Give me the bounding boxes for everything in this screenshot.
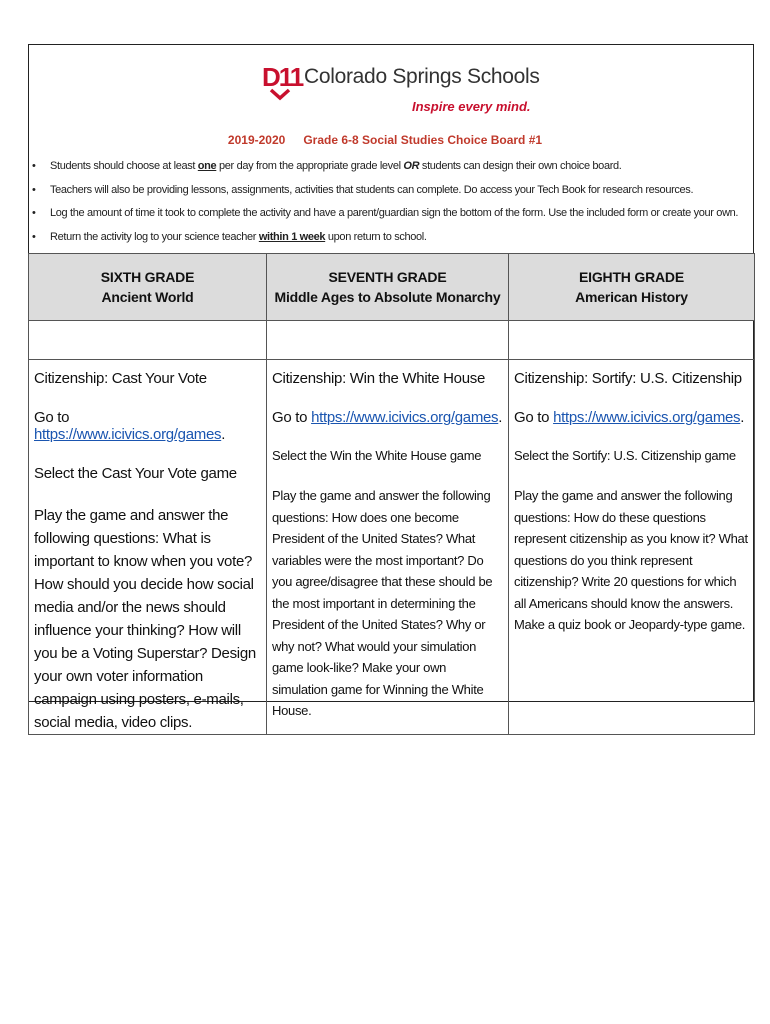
icivics-link[interactable]: https://www.icivics.org/games <box>311 409 499 426</box>
activity-description: Play the game and answer the following questions: What is important to know when you vote? How should you decide how social media and/or the news should influence your thinking? How will you be a Voting Superstar? Design your own voter information campaign using posters, e-mails, social media, video clips. <box>34 507 256 731</box>
blank-row <box>29 321 755 360</box>
grade-header-sixth: SIXTH GRADE Ancient World <box>29 254 267 321</box>
instruction-item: • Return the activity log to your science teacher within 1 week upon return to school. <box>30 226 750 250</box>
activity-cell-eighth <box>509 360 755 735</box>
brand-name: Colorado Springs Schools <box>304 65 540 88</box>
select-instruction: Select the Win the White House game <box>272 448 482 463</box>
goto-line: Go to https://www.icivics.org/games. <box>34 409 226 443</box>
activity-description: Play the game and answer the following questions: How does one become President of the United States? What variables were the most important? Do you agree/disagree that these should be the most important in determining the President of the United States? Why or why not? What would your simulation game look-like? Make your own simulation game for Winning the White House. <box>272 488 493 718</box>
activity-cell-sixth <box>29 360 267 735</box>
activity-topic: Citizenship: Cast Your Vote <box>34 370 207 387</box>
activity-topic: Citizenship: Win the White House <box>272 370 485 387</box>
instructions-list <box>30 155 750 249</box>
grade-header-eighth: EIGHTH GRADE American History <box>509 254 755 321</box>
choice-board-table <box>28 253 755 735</box>
icivics-link[interactable]: https://www.icivics.org/games <box>553 409 741 426</box>
select-instruction: Select the Sortify: U.S. Citizenship game <box>514 448 736 463</box>
page-title <box>0 133 770 147</box>
school-year: 2019-2020 <box>227 133 286 147</box>
d11-logo-icon <box>262 62 303 102</box>
blank-cell <box>267 321 509 360</box>
blank-cell <box>29 321 267 360</box>
instruction-item: • Log the amount of time it took to complete the activity and have a parent/guardian sign the bottom of the form. Use the included form or create your own. <box>30 202 750 226</box>
instruction-item: • Students should choose at least one per day from the appropriate grade level OR students can design their own choice board. <box>30 155 750 179</box>
activity-topic: Citizenship: Sortify: U.S. Citizenship <box>514 370 742 387</box>
select-instruction: Select the Cast Your Vote game <box>34 465 237 482</box>
instruction-item: • Teachers will also be providing lessons, assignments, activities that students can complete. Do access your Tech Book for research resources. <box>30 179 750 203</box>
board-title: Grade 6-8 Social Studies Choice Board #1 <box>303 133 543 147</box>
activity-description: Play the game and answer the following questions: How do these questions represent citizenship as you know it? What questions do you think represent citizenship? Write 20 questions for which all Americans should know the answers. Make a quiz book or Jeopardy-type game. <box>514 488 748 632</box>
grade-header-seventh: SEVENTH GRADE Middle Ages to Absolute Monarchy <box>267 254 509 321</box>
grade-header-row <box>29 254 755 321</box>
goto-line: Go to https://www.icivics.org/games. <box>514 409 745 426</box>
svg-text:D11: D11 <box>262 62 303 92</box>
blank-cell <box>509 321 755 360</box>
activity-row <box>29 360 755 735</box>
tagline: Inspire every mind. <box>412 99 531 114</box>
activity-cell-seventh <box>267 360 509 735</box>
goto-line: Go to https://www.icivics.org/games. <box>272 409 503 426</box>
icivics-link[interactable]: https://www.icivics.org/games <box>34 426 222 443</box>
